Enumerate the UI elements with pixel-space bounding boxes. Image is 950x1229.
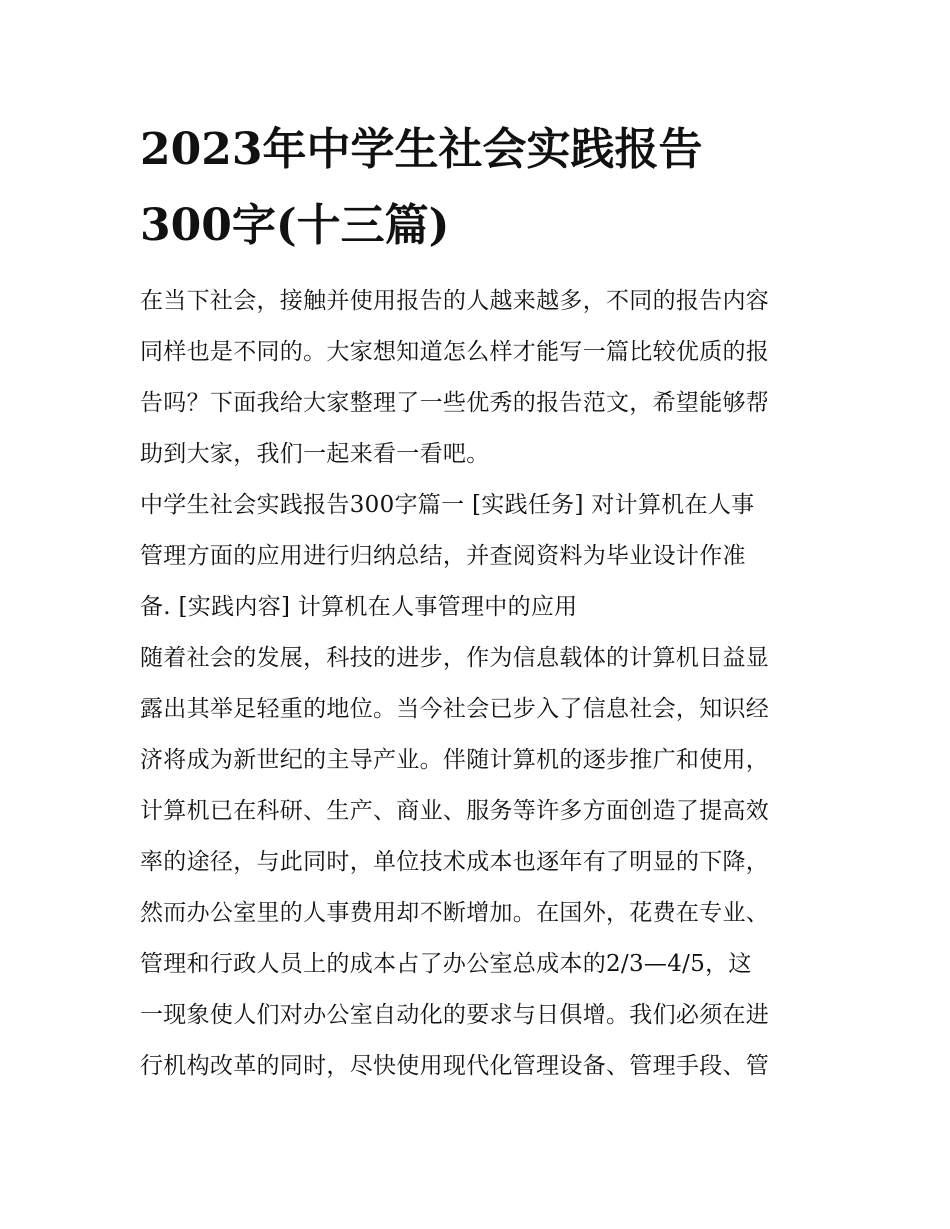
task-paragraph — [140, 480, 812, 633]
text-line: 露出其举足轻重的地位。当今社会已步入了信息社会，知识经 — [140, 696, 770, 722]
content-paragraph — [140, 633, 812, 1092]
text-line: 行机构改革的同时，尽快使用现代化管理设备、管理手段、管 — [140, 1053, 770, 1079]
text-line: 同样也是不同的。大家想知道怎么样才能写一篇比较优质的报 — [140, 339, 770, 365]
text-line: 率的途径，与此同时，单位技术成本也逐年有了明显的下降， — [140, 849, 770, 875]
text-line: 管理方面的应用进行归纳总结，并查阅资料为毕业设计作准 — [140, 543, 746, 569]
text-line: 备. [实践内容] 计算机在人事管理中的应用 — [140, 594, 578, 620]
text-line: 管理和行政人员上的成本占了办公室总成本的2/3—4/5，这 — [140, 951, 752, 977]
text-line: 计算机已在科研、生产、商业、服务等许多方面创造了提高效 — [140, 798, 770, 824]
document-title — [140, 112, 820, 264]
title-line-2: 300字(十三篇) — [140, 200, 450, 251]
text-line: 然而办公室里的人事费用却不断增加。在国外，花费在专业、 — [140, 900, 770, 926]
text-line: 随着社会的发展，科技的进步，作为信息载体的计算机日益显 — [140, 645, 770, 671]
text-line: 济将成为新世纪的主导产业。伴随计算机的逐步推广和使用， — [140, 747, 770, 773]
text-line: 中学生社会实践报告300字篇一 [实践任务] 对计算机在人事 — [140, 492, 755, 518]
text-line: 一现象使人们对办公室自动化的要求与日俱增。我们必须在进 — [140, 1002, 770, 1028]
text-line: 告吗？下面我给大家整理了一些优秀的报告范文，希望能够帮 — [140, 390, 770, 416]
text-line: 助到大家，我们一起来看一看吧。 — [140, 441, 490, 467]
intro-paragraph — [140, 276, 812, 480]
title-line-1: 2023年中学生社会实践报告 — [140, 124, 703, 175]
text-line: 在当下社会，接触并使用报告的人越来越多，不同的报告内容 — [140, 288, 770, 314]
document-body — [140, 276, 812, 1092]
